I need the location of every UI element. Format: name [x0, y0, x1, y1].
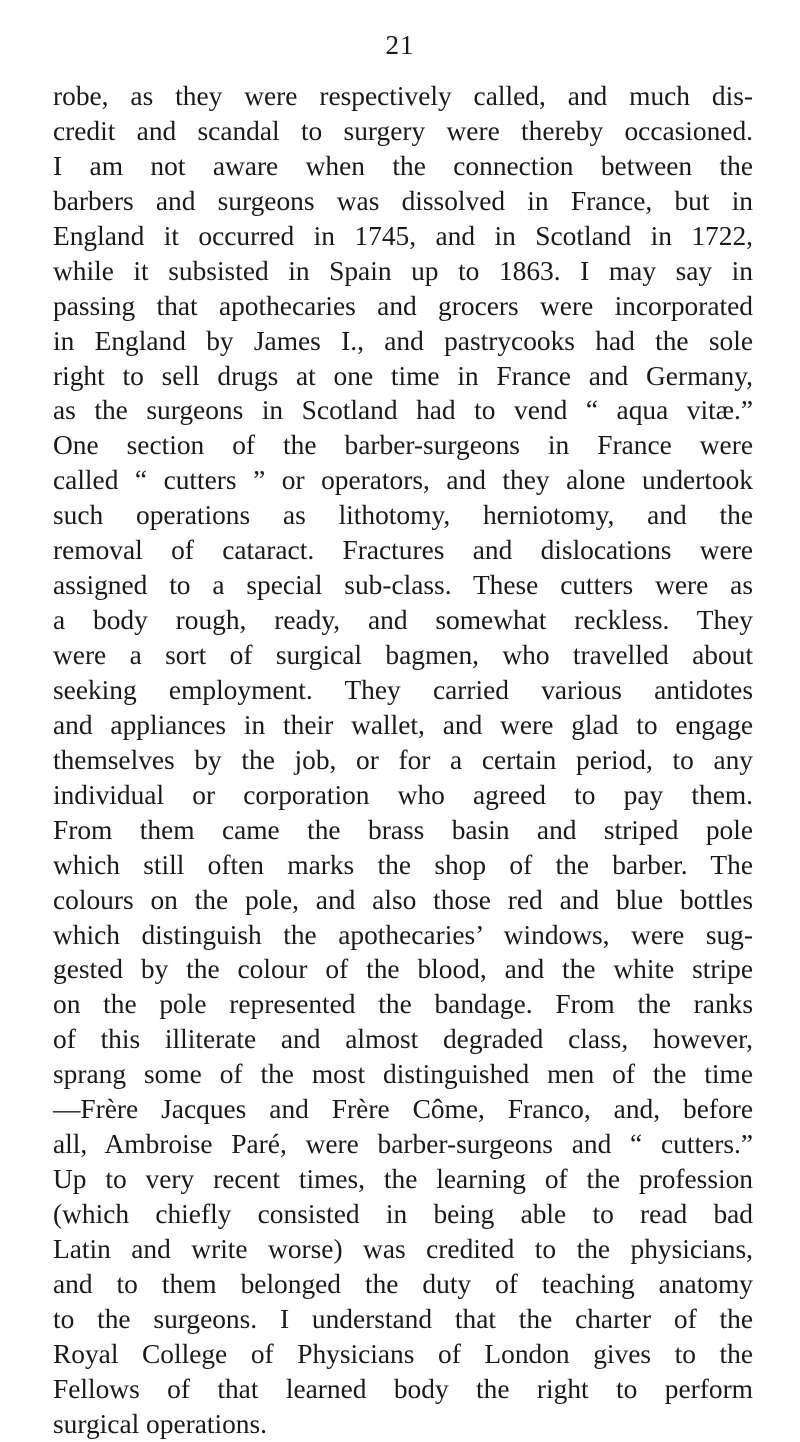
text-line: robe, as they were respectively called, and much dis- [53, 81, 753, 111]
text-line: which distinguish the apothecaries’ windows, were sug- [53, 919, 753, 950]
text-line: called “ cutters ” or operators, and they alone undertook [53, 465, 753, 496]
text-line: One section of the barber-surgeons in France were [53, 430, 753, 461]
text-line: From them came the brass basin and striped pole [53, 814, 753, 845]
text-line: right to sell drugs at one time in France and Germany, [53, 360, 753, 391]
text-line: and to them belonged the duty of teaching anatomy [53, 1268, 753, 1299]
text-line: to the surgeons. I understand that the charter of the [53, 1303, 753, 1334]
text-line: as the surgeons in Scotland had to vend “ aqua vitæ.” [53, 395, 753, 426]
text-line: individual or corporation who agreed to pay them. [53, 779, 753, 810]
text-line: passing that apothecaries and grocers were incorporated [53, 290, 753, 321]
text-line: themselves by the job, or for a certain period, to any [53, 744, 753, 775]
text-line: Fellows of that learned body the right to perform [53, 1373, 753, 1404]
text-line: credit and scandal to surgery were thereby occasioned. [53, 115, 753, 146]
text-line: on the pole represented the bandage. From the ranks [53, 989, 753, 1020]
text-line: surgical operations. [53, 1408, 268, 1439]
text-line: and appliances in their wallet, and were glad to engage [53, 709, 753, 740]
text-line: sprang some of the most distinguished men of the time [53, 1059, 753, 1090]
text-line: such operations as lithotomy, herniotomy, and the [53, 500, 753, 531]
text-line: of this illiterate and almost degraded class, however, [53, 1024, 753, 1055]
text-line: all, Ambroise Paré, were barber-surgeons and “ cutters.” [53, 1129, 753, 1160]
text-line: —Frère Jacques and Frère Côme, Franco, and, before [53, 1094, 753, 1125]
body-text [53, 79, 753, 1442]
text-line: England it occurred in 1745, and in Scotland in 1722, [53, 220, 753, 251]
text-line: seeking employment. They carried various antidotes [53, 674, 753, 705]
text-line: assigned to a special sub-class. These cutters were as [53, 570, 753, 601]
text-line: gested by the colour of the blood, and the white stripe [53, 954, 753, 985]
text-line: Up to very recent times, the learning of the profession [53, 1164, 753, 1195]
text-line: removal of cataract. Fractures and dislocations were [53, 535, 753, 566]
text-line: were a sort of surgical bagmen, who travelled about [53, 640, 753, 670]
text-line: I am not aware when the connection between the [53, 150, 753, 181]
text-line: Latin and write worse) was credited to the physicians, [53, 1233, 753, 1264]
text-line: in England by James I., and pastrycooks had the sole [53, 325, 753, 356]
text-line: (which chiefly consisted in being able to read bad [53, 1199, 753, 1229]
text-line: colours on the pole, and also those red and blue bottles [53, 884, 753, 915]
text-line: while it subsisted in Spain up to 1863. I may say in [53, 255, 753, 286]
page-number: 21 [385, 30, 415, 60]
text-line: barbers and surgeons was dissolved in France, but in [53, 185, 753, 216]
text-line: Royal College of Physicians of London gives to the [53, 1338, 753, 1369]
text-line: which still often marks the shop of the barber. The [53, 849, 753, 880]
text-line: a body rough, ready, and somewhat reckless. They [53, 605, 753, 636]
